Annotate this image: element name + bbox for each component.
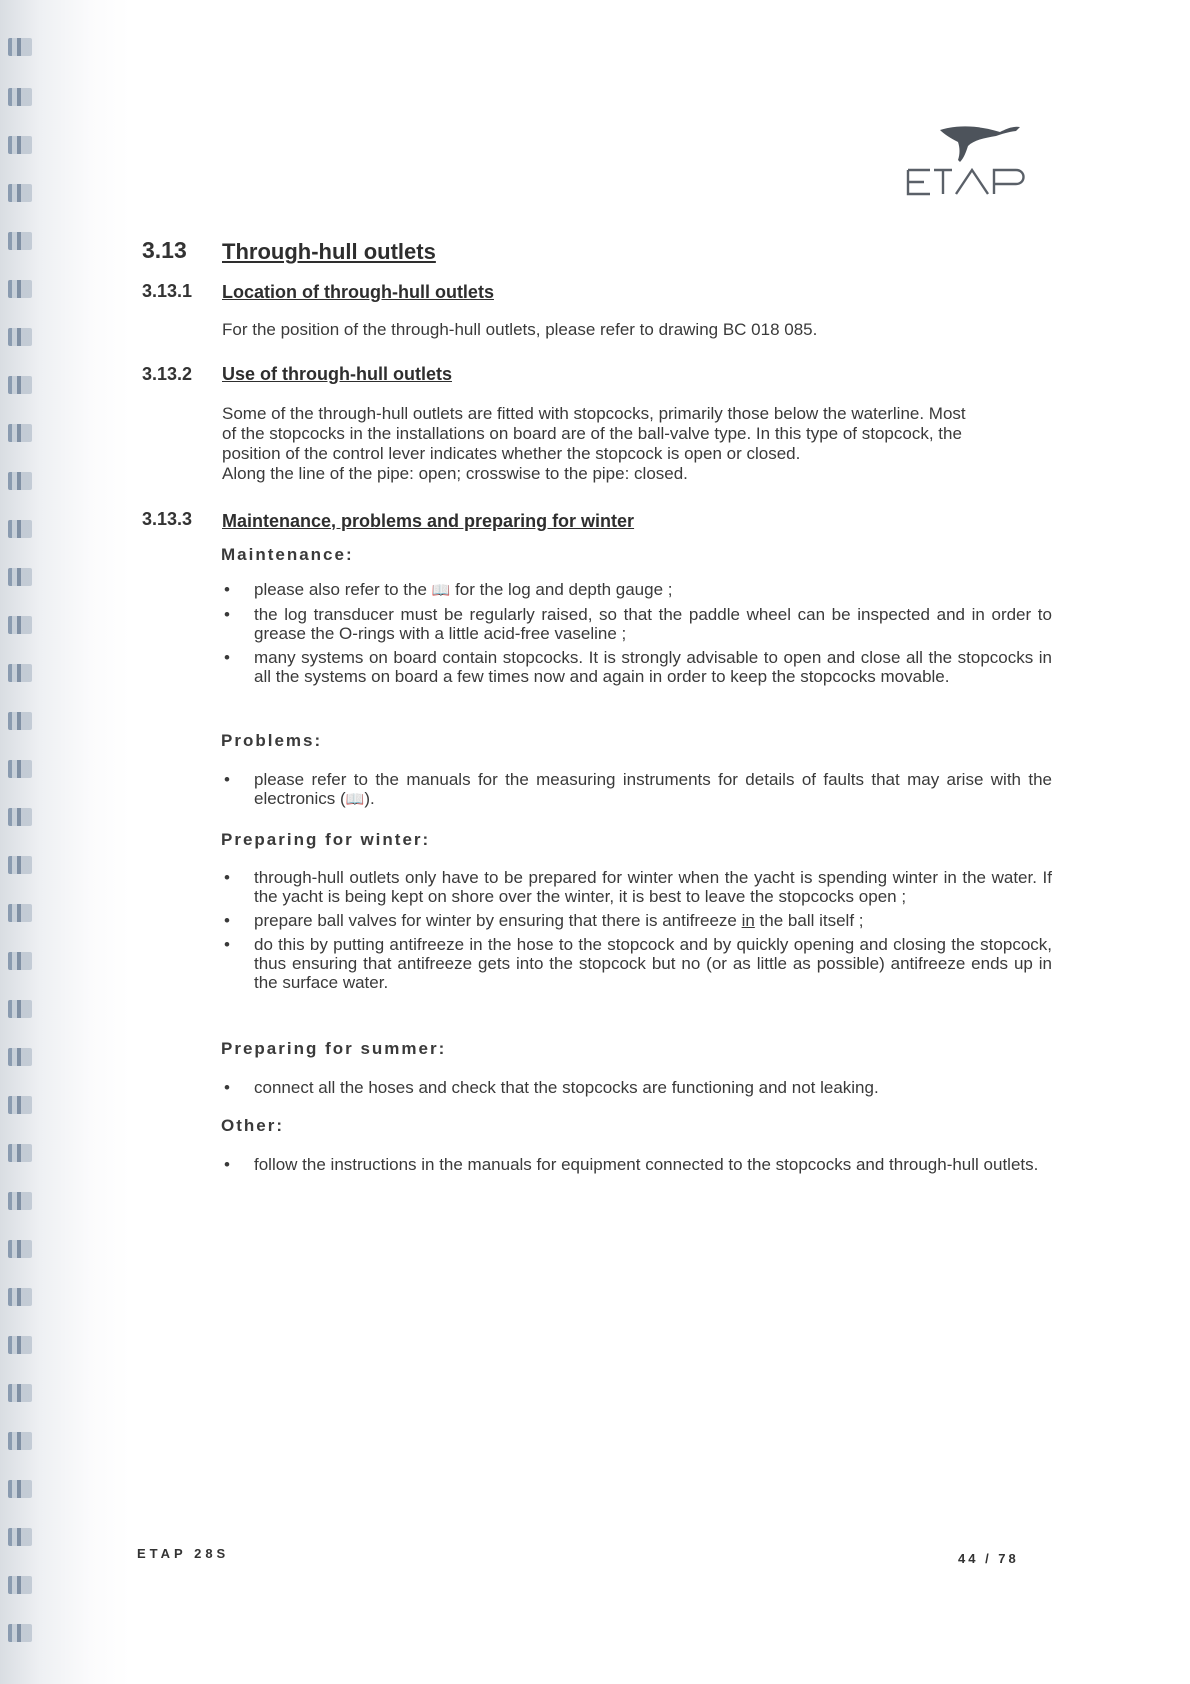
- binding-spine: [8, 30, 38, 1650]
- list-item: • many systems on board contain stopcocks. It is strongly advisable to open and close all the stopcocks in all the systems on board a few times now and again in order to keep the stopcocks movable.: [224, 648, 1052, 686]
- list-item: • prepare ball valves for winter by ensuring that there is antifreeze in the ball itself ;: [224, 911, 864, 930]
- maintenance-list: [220, 580, 1052, 691]
- book-icon: 📖: [431, 581, 451, 599]
- problems-label: Problems:: [221, 731, 323, 750]
- list-item: • the log transducer must be regularly raised, so that the paddle wheel can be inspected and in order to grease the O-rings with a little acid-free vaseline ;: [224, 605, 1052, 643]
- sub3-title: Maintenance, problems and preparing for winter: [222, 511, 635, 531]
- sub1-number: 3.13.1: [142, 281, 193, 301]
- maintenance-label: Maintenance:: [221, 545, 354, 564]
- section-number: 3.13: [142, 237, 187, 263]
- list-item: • do this by putting antifreeze in the hose to the stopcock and by quickly opening and closing the stopcock, thus ensuring that antifreeze gets into the stopcock but no (or as little as possible) antifreeze ends up in the surface water.: [224, 935, 1052, 992]
- list-item: • through-hull outlets only have to be prepared for winter when the yacht is spending winter in the water. If the yacht is being kept on shore over the winter, it is best to leave the stopcocks open ;: [224, 868, 1052, 906]
- list-item: • follow the instructions in the manuals for equipment connected to the stopcocks and through-hull outlets.: [224, 1155, 1039, 1174]
- list-item: • connect all the hoses and check that the stopcocks are functioning and not leaking.: [224, 1078, 879, 1097]
- sub2-line: Along the line of the pipe: open; crosswise to the pipe: closed.: [222, 464, 688, 483]
- list-item: • please also refer to the 📖 for the log and depth gauge ;: [224, 580, 673, 599]
- etap-logo: [900, 118, 1050, 198]
- other-list: [220, 1155, 1052, 1179]
- sub3-number: 3.13.3: [142, 509, 193, 529]
- footer-doc-title: ETAP 28S: [137, 1546, 230, 1561]
- section-title: Through-hull outlets: [222, 239, 436, 264]
- summer-label: Preparing for summer:: [221, 1039, 447, 1058]
- other-label: Other:: [221, 1116, 284, 1135]
- sub2-line: position of the control lever indicates whether the stopcock is open or closed.: [222, 444, 801, 463]
- sub1-title: Location of through-hull outlets: [222, 282, 494, 302]
- sub2-body: [222, 404, 1052, 484]
- sub2-line: of the stopcocks in the installations on board are of the ball-valve type. In this type of stopcock, the: [222, 424, 962, 443]
- summer-list: [220, 1078, 1052, 1102]
- winter-list: [220, 868, 1052, 997]
- sub1-body: For the position of the through-hull outlets, please refer to drawing BC 018 085.: [222, 320, 818, 339]
- footer-page-number: 44 / 78: [958, 1551, 1019, 1566]
- winter-label: Preparing for winter:: [221, 830, 431, 849]
- book-icon: 📖: [345, 790, 365, 808]
- sub2-number: 3.13.2: [142, 364, 193, 384]
- list-item: • please refer to the manuals for the measuring instruments for details of faults that may arise with the electronics (📖).: [224, 770, 1052, 808]
- sub2-line: Some of the through-hull outlets are fitted with stopcocks, primarily those below the waterline. Most: [222, 404, 966, 423]
- problems-list: [220, 770, 1052, 814]
- sub2-title: Use of through-hull outlets: [222, 364, 452, 384]
